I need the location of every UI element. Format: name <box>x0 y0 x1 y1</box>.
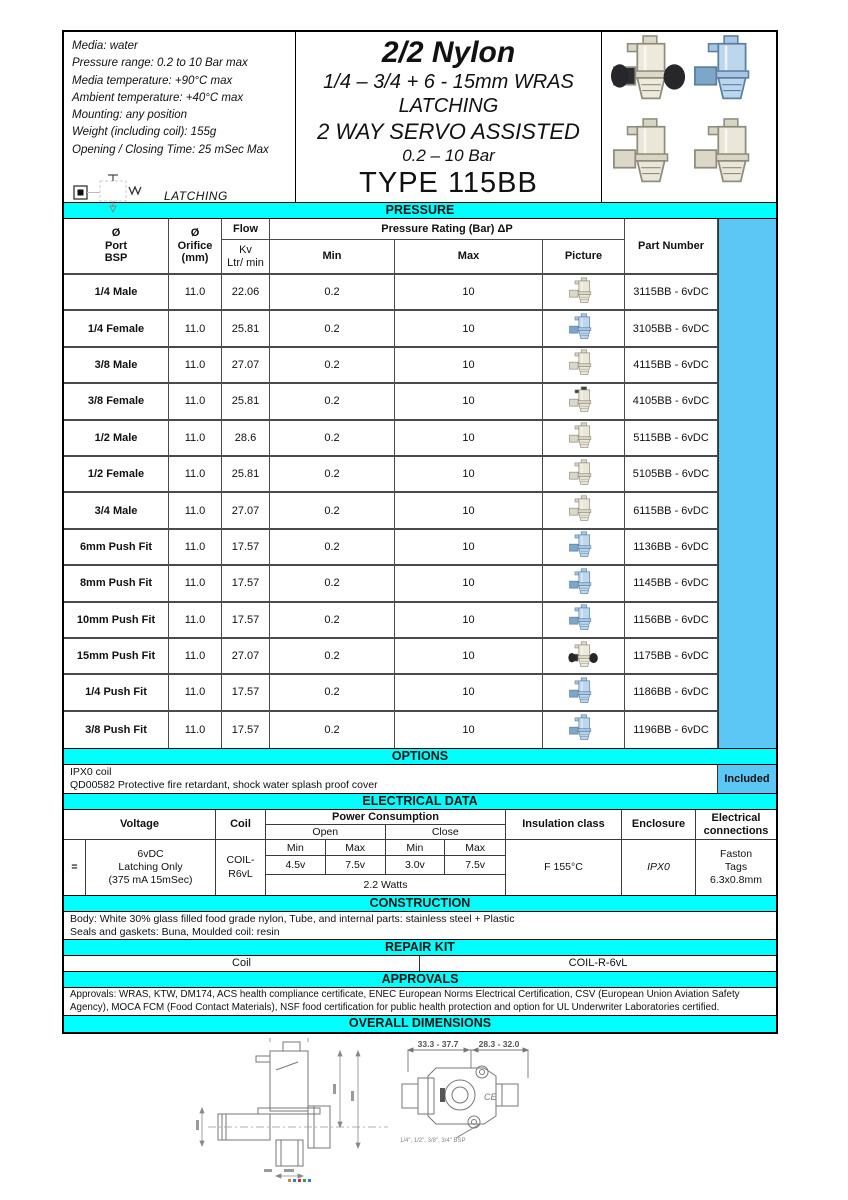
close-min-value: 3.0v <box>386 856 446 874</box>
table-row <box>64 384 718 420</box>
valve-picture <box>543 421 625 455</box>
power-minmax-labels: Min Max Min Max <box>266 840 505 856</box>
cell-part-number: 1196BB - 6vDC <box>625 712 718 748</box>
options-row <box>64 765 776 793</box>
table-row <box>64 421 718 457</box>
valve-picture <box>543 675 625 709</box>
spec-media: Media: water <box>72 40 138 52</box>
title-box <box>296 32 602 202</box>
title-latching: LATCHING <box>398 95 499 117</box>
repair-kit-coil-label: Coil <box>64 956 420 971</box>
side-view-drawing <box>188 1036 406 1193</box>
cell-max: 10 <box>395 639 543 673</box>
cell-max: 10 <box>395 675 543 709</box>
table-row <box>64 493 718 529</box>
cell-min: 0.2 <box>270 675 395 709</box>
table-row <box>64 311 718 347</box>
electrical-voltage-column <box>64 810 216 895</box>
watts-value: 2.2 Watts <box>363 879 408 892</box>
cell-max: 10 <box>395 348 543 382</box>
col-header-rating: Pressure Rating (Bar) ΔP <box>270 219 625 240</box>
cell-port: 15mm Push Fit <box>64 639 169 673</box>
options-line2: QD00582 Protective fire retardant, shock water splash proof cover <box>70 779 378 792</box>
voltage-header: Voltage <box>64 810 215 840</box>
cell-port: 3/8 Female <box>64 384 169 418</box>
dc-symbol: = <box>64 840 86 895</box>
construction-banner: CONSTRUCTION <box>64 895 776 912</box>
cell-max: 10 <box>395 603 543 637</box>
voltage-value: 6vDC Latching Only (375 mA 15mSec) <box>108 847 193 887</box>
valve-picture <box>543 530 625 564</box>
cell-flow: 17.57 <box>222 566 270 600</box>
top-view-drawing <box>398 1038 534 1161</box>
datasheet-page <box>62 30 778 1034</box>
cell-flow: 17.57 <box>222 603 270 637</box>
cell-max: 10 <box>395 493 543 527</box>
latching-symbol-icon <box>72 173 158 219</box>
cell-orifice: 11.0 <box>169 421 222 455</box>
cell-port: 1/2 Male <box>64 421 169 455</box>
electrical-insulation-column <box>506 810 622 895</box>
col-header-max: Max <box>395 240 543 273</box>
header-section <box>64 32 776 202</box>
spec-opening-time: Opening / Closing Time: 25 mSec Max <box>72 143 269 156</box>
cell-flow: 25.81 <box>222 457 270 491</box>
cell-flow: 27.07 <box>222 348 270 382</box>
construction-line1: Body: White 30% glass filled food grade nylon, Tube, and internal parts: stainless steel + Plastic <box>70 913 515 926</box>
table-row <box>64 457 718 493</box>
product-photo <box>691 34 769 117</box>
power-consumption-header: Power Consumption <box>266 810 505 825</box>
cell-min: 0.2 <box>270 712 395 748</box>
cell-part-number: 3115BB - 6vDC <box>625 275 718 309</box>
options-included-cell: Included <box>718 765 776 793</box>
cell-orifice: 11.0 <box>169 566 222 600</box>
table-row <box>64 603 718 639</box>
ce-mark: CE <box>484 1092 497 1102</box>
cell-port: 10mm Push Fit <box>64 603 169 637</box>
cell-min: 0.2 <box>270 311 395 345</box>
repair-kit-banner: REPAIR KIT <box>64 939 776 956</box>
col-header-part-number: Part Number <box>625 219 718 273</box>
cell-max: 10 <box>395 457 543 491</box>
options-line1: IPX0 coil <box>70 766 112 779</box>
spec-weight: Weight (including coil): 155g <box>72 126 217 139</box>
cell-port: 3/8 Push Fit <box>64 712 169 748</box>
spec-mounting: Mounting: any position <box>72 109 188 121</box>
pressure-table-header <box>64 219 718 275</box>
cell-min: 0.2 <box>270 603 395 637</box>
cell-orifice: 11.0 <box>169 675 222 709</box>
electrical-coil-column <box>216 810 266 895</box>
cell-orifice: 11.0 <box>169 712 222 748</box>
repair-kit-part: COIL-R-6vL <box>568 957 628 970</box>
cell-min: 0.2 <box>270 639 395 673</box>
construction-text <box>64 912 776 939</box>
col-header-flow-unit: Kv Ltr/ min <box>222 240 270 273</box>
cell-port: 3/8 Male <box>64 348 169 382</box>
spec-box <box>64 32 296 202</box>
product-photos <box>602 32 776 202</box>
cell-orifice: 11.0 <box>169 275 222 309</box>
cell-max: 10 <box>395 566 543 600</box>
dim-right-label: 28.3 - 32.0 <box>478 1039 520 1049</box>
bsp-note: 1/4", 1/2", 3/8", 3/4" BSP <box>400 1138 466 1144</box>
options-text <box>64 765 718 793</box>
col-header-picture: Picture <box>543 240 625 273</box>
cell-flow: 17.57 <box>222 530 270 564</box>
cell-flow: 17.57 <box>222 675 270 709</box>
product-photo <box>610 34 688 117</box>
valve-picture <box>543 384 625 418</box>
cell-max: 10 <box>395 530 543 564</box>
valve-picture <box>543 493 625 527</box>
cell-port: 3/4 Male <box>64 493 169 527</box>
valve-picture <box>543 311 625 345</box>
title-sizes: 1/4 – 3/4 + 6 - 15mm WRAS <box>323 71 574 93</box>
cell-min: 0.2 <box>270 457 395 491</box>
spec-pressure-range: Pressure range: 0.2 to 10 Bar max <box>72 57 248 70</box>
valve-picture <box>543 712 625 748</box>
cell-orifice: 11.0 <box>169 348 222 382</box>
cell-orifice: 11.0 <box>169 603 222 637</box>
pressure-rows <box>64 275 718 748</box>
table-row <box>64 675 718 711</box>
col-header-min: Min <box>270 240 395 273</box>
valve-picture <box>543 275 625 309</box>
cell-port: 6mm Push Fit <box>64 530 169 564</box>
pressure-banner: PRESSURE <box>64 202 776 219</box>
product-title: 2/2 Nylon <box>381 36 516 69</box>
blue-side-column <box>718 219 776 748</box>
cell-part-number: 4115BB - 6vDC <box>625 348 718 382</box>
cell-min: 0.2 <box>270 566 395 600</box>
approvals-banner: APPROVALS <box>64 971 776 988</box>
cell-flow: 25.81 <box>222 311 270 345</box>
cell-orifice: 11.0 <box>169 384 222 418</box>
table-row <box>64 275 718 311</box>
cell-max: 10 <box>395 421 543 455</box>
cell-part-number: 1145BB - 6vDC <box>625 566 718 600</box>
approvals-text: Approvals: WRAS, KTW, DM174, ACS health compliance certificate, ENEC European Norms Electrical Certification, CSV (European Union Aviation Safety Agency), MOCA FCM (Food Contact Materials), NSF food certification for public health protection and option for UL Underwriter Laboratories certified. <box>70 989 740 1013</box>
cell-min: 0.2 <box>270 421 395 455</box>
cell-orifice: 11.0 <box>169 311 222 345</box>
dimensions-banner: OVERALL DIMENSIONS <box>64 1015 776 1032</box>
power-values <box>266 856 505 875</box>
cell-min: 0.2 <box>270 275 395 309</box>
coil-header: Coil <box>216 810 265 840</box>
cell-min: 0.2 <box>270 348 395 382</box>
table-row <box>64 639 718 675</box>
latching-label: LATCHING <box>164 188 228 203</box>
cell-orifice: 11.0 <box>169 639 222 673</box>
coil-value: COIL- R6vL <box>226 854 255 880</box>
cell-flow: 17.57 <box>222 712 270 748</box>
cell-part-number: 1156BB - 6vDC <box>625 603 718 637</box>
cell-part-number: 1186BB - 6vDC <box>625 675 718 709</box>
cell-part-number: 5105BB - 6vDC <box>625 457 718 491</box>
valve-picture <box>543 603 625 637</box>
cell-port: 1/4 Push Fit <box>64 675 169 709</box>
spec-media-temp: Media temperature: +90°C max <box>72 74 233 87</box>
table-row <box>64 566 718 602</box>
valve-picture <box>543 457 625 491</box>
electrical-enclosure-column <box>622 810 696 895</box>
cell-orifice: 11.0 <box>169 530 222 564</box>
open-max-value: 7.5v <box>326 856 386 874</box>
cell-max: 10 <box>395 384 543 418</box>
cell-flow: 27.07 <box>222 493 270 527</box>
table-row <box>64 348 718 384</box>
repair-kit-row <box>64 956 776 971</box>
cell-max: 10 <box>395 275 543 309</box>
connections-value: Faston Tags 6.3x0.8mm <box>710 847 762 887</box>
overall-dimensions-drawings <box>62 1032 778 1194</box>
cell-port: 1/2 Female <box>64 457 169 491</box>
options-banner: OPTIONS <box>64 748 776 765</box>
cell-flow: 25.81 <box>222 384 270 418</box>
cell-part-number: 1136BB - 6vDC <box>625 530 718 564</box>
connections-header: Electrical connections <box>696 810 776 840</box>
table-row <box>64 712 718 748</box>
cell-part-number: 1175BB - 6vDC <box>625 639 718 673</box>
insulation-value: F 155°C <box>544 861 583 874</box>
electrical-connections-column <box>696 810 776 895</box>
enclosure-value: IPX0 <box>647 861 670 874</box>
cell-port: 8mm Push Fit <box>64 566 169 600</box>
product-photo <box>691 117 769 200</box>
cell-part-number: 3105BB - 6vDC <box>625 311 718 345</box>
cell-part-number: 5115BB - 6vDC <box>625 421 718 455</box>
cell-flow: 28.6 <box>222 421 270 455</box>
cell-orifice: 11.0 <box>169 457 222 491</box>
col-header-orifice: Ø Orifice (mm) <box>169 219 222 273</box>
cell-min: 0.2 <box>270 384 395 418</box>
dim-left-label: 33.3 - 37.7 <box>417 1039 459 1049</box>
cell-part-number: 6115BB - 6vDC <box>625 493 718 527</box>
electrical-banner: ELECTRICAL DATA <box>64 793 776 810</box>
open-min-value: 4.5v <box>266 856 326 874</box>
valve-picture <box>543 566 625 600</box>
cell-port: 1/4 Female <box>64 311 169 345</box>
open-header: Open <box>266 825 386 839</box>
cell-flow: 27.07 <box>222 639 270 673</box>
cell-orifice: 11.0 <box>169 493 222 527</box>
cell-port: 1/4 Male <box>64 275 169 309</box>
title-servo: 2 WAY SERVO ASSISTED <box>317 119 580 144</box>
close-max-value: 7.5v <box>465 859 486 872</box>
close-header: Close <box>431 826 459 839</box>
insulation-header: Insulation class <box>506 810 621 840</box>
cell-flow: 22.06 <box>222 275 270 309</box>
cell-part-number: 4105BB - 6vDC <box>625 384 718 418</box>
spec-ambient-temp: Ambient temperature: +40°C max <box>72 91 244 104</box>
title-type: TYPE 115BB <box>359 167 538 199</box>
cell-max: 10 <box>395 712 543 748</box>
product-photo <box>610 117 688 200</box>
cell-min: 0.2 <box>270 530 395 564</box>
cell-max: 10 <box>395 311 543 345</box>
cell-min: 0.2 <box>270 493 395 527</box>
valve-picture <box>543 348 625 382</box>
title-bar-range: 0.2 – 10 Bar <box>402 146 495 165</box>
electrical-power-column <box>266 810 506 895</box>
electrical-table <box>64 810 776 895</box>
pressure-table <box>64 219 776 748</box>
col-header-flow: Flow <box>222 219 270 240</box>
col-header-port: Ø Port BSP <box>64 219 169 273</box>
construction-line2: Seals and gaskets: Buna, Moulded coil: resin <box>70 926 280 939</box>
enclosure-header: Enclosure <box>622 810 695 840</box>
table-row <box>64 530 718 566</box>
valve-picture <box>543 639 625 673</box>
